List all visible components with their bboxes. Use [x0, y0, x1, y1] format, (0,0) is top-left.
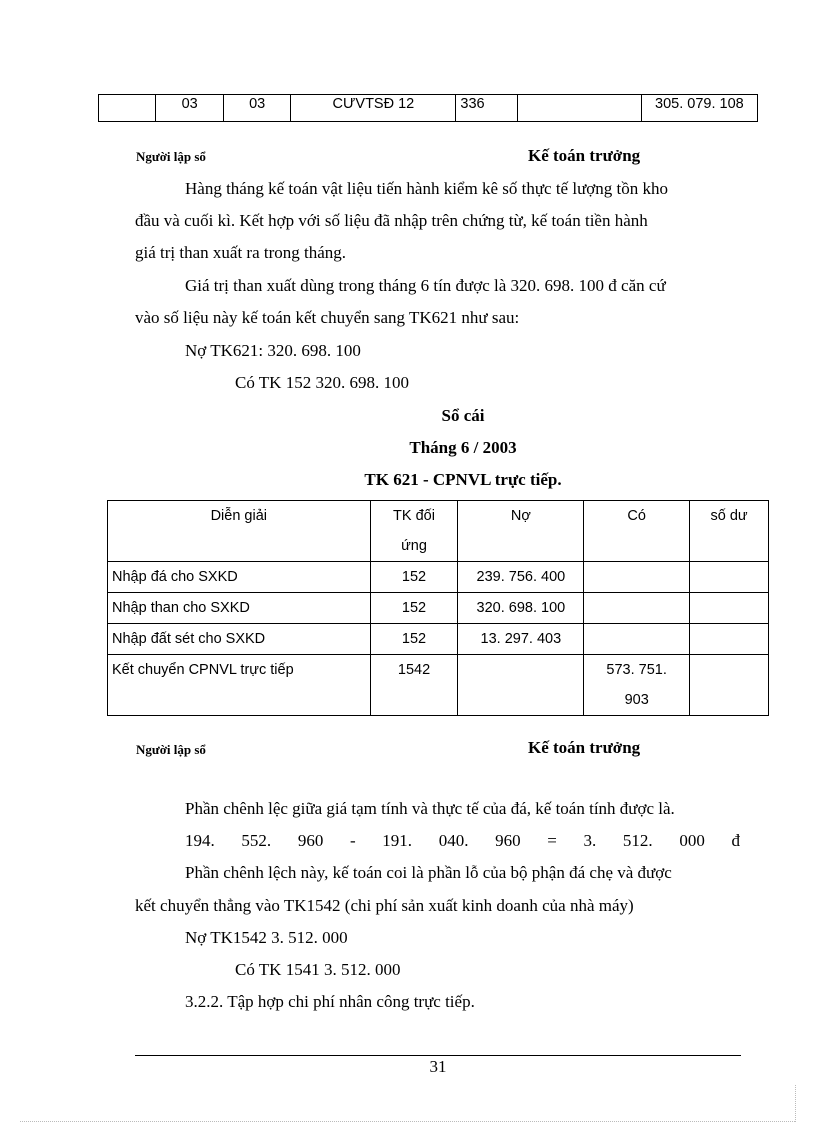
calc-token: 191. [382, 831, 413, 850]
header-account [370, 501, 458, 562]
calc-token: - [349, 831, 356, 850]
header-balance: số dư [690, 501, 769, 562]
header-account-line2: ứng [401, 538, 427, 554]
row-credit-line2: 903 [624, 692, 649, 708]
page-number: 31 [429, 1057, 447, 1076]
calc-token: = [547, 831, 557, 850]
row-account: 152 [370, 562, 458, 593]
header-desc: Diễn giải [108, 501, 371, 562]
table-cell: 305. 079. 108 [641, 95, 757, 122]
paragraph-line: Giá trị than xuất dùng trong tháng 6 tín được là 320. 698. 100 đ căn cứ [185, 276, 666, 295]
ledger-month: Tháng 6 / 2003 [409, 438, 517, 457]
row-balance [690, 655, 769, 716]
paragraph-line: giá trị than xuất ra trong tháng. [135, 243, 347, 262]
row-balance [690, 624, 769, 655]
row-credit [584, 624, 690, 655]
table-cell: 336 [456, 95, 518, 122]
row-credit [584, 593, 690, 624]
row-account: 152 [370, 593, 458, 624]
signature-chief-accountant: Kế toán trưởng [528, 146, 641, 165]
section-heading: 3.2.2. Tập hợp chi phí nhân công trực tiếp. [185, 992, 475, 1011]
row-desc: Nhập đất sét cho SXKD [108, 624, 371, 655]
signature-preparer: Người lập sổ [136, 742, 206, 757]
calc-token: 552. [241, 831, 272, 850]
journal-debit: Nợ TK621: 320. 698. 100 [185, 341, 361, 360]
signature-preparer: Người lập sổ [136, 149, 206, 164]
row-credit [584, 655, 690, 716]
signature-chief-accountant: Kế toán trưởng [528, 738, 641, 757]
row-desc: Kết chuyển CPNVL trực tiếp [108, 655, 371, 716]
ledger-title: Sổ cái [441, 406, 485, 425]
table-header-row [108, 501, 769, 562]
table-cell [518, 95, 642, 122]
header-account-line1: TK đối [393, 508, 435, 524]
row-debit: 239. 756. 400 [458, 562, 584, 593]
row-debit [458, 655, 584, 716]
calc-token: đ [731, 831, 740, 850]
table-row [108, 593, 769, 624]
paragraph-line: Hàng tháng kế toán vật liệu tiến hành kiểm kê số thực tế lượng tồn kho [185, 179, 669, 198]
table-row [108, 562, 769, 593]
row-account: 1542 [370, 655, 458, 716]
calc-token: 000 [679, 831, 705, 850]
row-debit: 13. 297. 403 [458, 624, 584, 655]
page-boundary-bottom [20, 1121, 795, 1122]
table-cell [99, 95, 156, 122]
calculation-line [185, 825, 740, 857]
journal-credit: Có TK 1541 3. 512. 000 [235, 960, 401, 979]
ledger-table [107, 500, 769, 716]
row-account: 152 [370, 624, 458, 655]
journal-credit: Có TK 152 320. 698. 100 [235, 373, 409, 392]
row-desc: Nhập than cho SXKD [108, 593, 371, 624]
paragraph-line: đầu và cuối kì. Kết hợp với số liệu đã nhập trên chứng từ, kế toán tiền hành [135, 211, 648, 230]
row-balance [690, 562, 769, 593]
row-credit-line1: 573. 751. [606, 662, 667, 678]
calc-token: 040. [438, 831, 469, 850]
header-debit: Nợ [458, 501, 584, 562]
journal-debit: Nợ TK1542 3. 512. 000 [185, 928, 348, 947]
paragraph-line: Phần chênh lệch này, kế toán coi là phần lỗ của bộ phận đá chẹ và được [185, 863, 672, 882]
paragraph-line: Phần chênh lệc giữa giá tạm tính và thực tế của đá, kế toán tính được là. [185, 799, 675, 818]
row-debit: 320. 698. 100 [458, 593, 584, 624]
calc-token: 512. [622, 831, 653, 850]
table-row [99, 95, 758, 122]
calc-token: 960 [297, 831, 324, 850]
paragraph-line: vào số liệu này kế toán kết chuyển sang TK621 như sau: [135, 308, 520, 327]
row-balance [690, 593, 769, 624]
calc-token: 960 [495, 831, 521, 850]
table-row [108, 624, 769, 655]
ledger-account: TK 621 - CPNVL trực tiếp. [364, 470, 562, 489]
table-cell: 03 [223, 95, 290, 122]
table-cell: 03 [156, 95, 223, 122]
header-credit: Có [584, 501, 690, 562]
row-desc: Nhập đá cho SXKD [108, 562, 371, 593]
table-row [108, 655, 769, 716]
calc-token: 194. [185, 831, 215, 850]
calc-token: 3. [583, 831, 597, 850]
table-cell: CƯVTSĐ 12 [291, 95, 456, 122]
paragraph-line: kết chuyển thẳng vào TK1542 (chi phí sản xuất kinh doanh của nhà máy) [135, 896, 634, 915]
top-ledger-table [98, 94, 758, 122]
page-boundary-right [795, 1085, 796, 1122]
row-credit [584, 562, 690, 593]
